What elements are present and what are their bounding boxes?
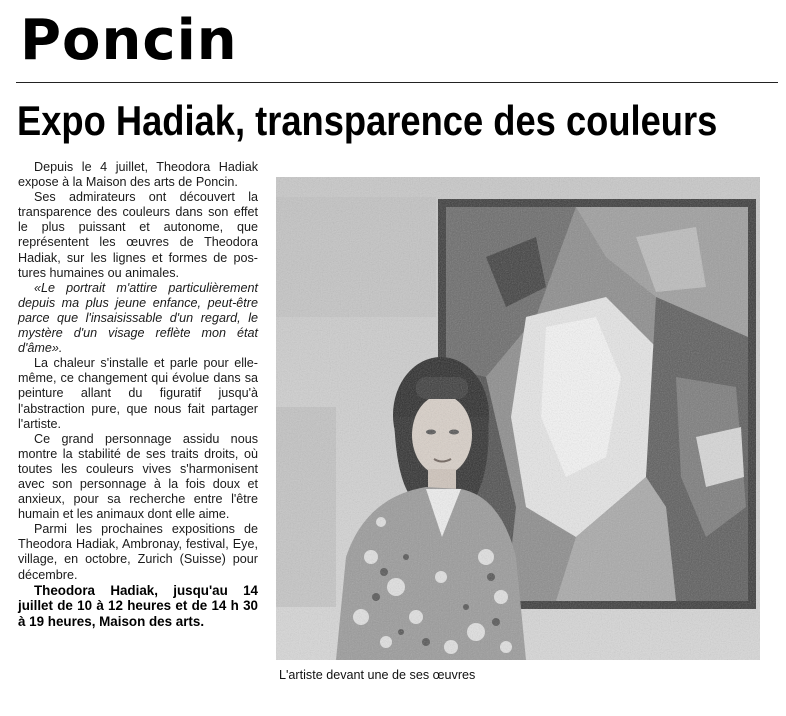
body-paragraph: La chaleur s'installe et parle pour elle-même, ce changement qui évolue dans sa peinture allant du figuratif jusqu'à l'abstraction pure, que nous fait partager l'artiste.	[18, 356, 258, 431]
artist-photo	[276, 177, 760, 660]
body-paragraph: Ce grand personnage assidu nous montre la stabilité de ses traits droits, où toutes les couleurs vives s'harmonisent avec son personnage à la fois doux et anxieux, pour sa recherche entre l'être humain et les animaux dont elle aime.	[18, 431, 258, 522]
title-divider	[16, 82, 778, 83]
article-headline: Expo Hadiak, transparence des couleurs	[17, 97, 718, 144]
section-location-title: Poncin	[20, 8, 238, 73]
artist-quote: «Le portrait m'attire particulièrement depuis ma plus jeune enfance, peut-être parce que l'insaisissable d'un regard, le mystère d'un visage reflète mon état d'âme».	[18, 280, 258, 356]
exhibition-info: Theodora Hadiak, jusqu'au 14 juillet de 10 à 12 heures et de 14 h 30 à 19 heures, Maison des arts.	[18, 582, 258, 629]
article-body	[18, 160, 258, 629]
body-paragraph: Parmi les prochaines expositions de Theodora Hadiak, Ambronay, festival, Eye, village, en octobre, Zurich (Suisse) pour décembre.	[18, 522, 258, 582]
photo-caption: L'artiste devant une de ses œuvres	[279, 668, 476, 682]
body-paragraph: Ses admirateurs ont découvert la transparence des couleurs dans son effet le plus puissant et autonome, que représentent les œuvres de Theodora Hadiak, sur les lignes et formes de postures humaines ou animales.	[18, 190, 258, 280]
body-paragraph: Depuis le 4 juillet, Theodora Hadiak expose à la Maison des arts de Poncin.	[18, 160, 258, 190]
